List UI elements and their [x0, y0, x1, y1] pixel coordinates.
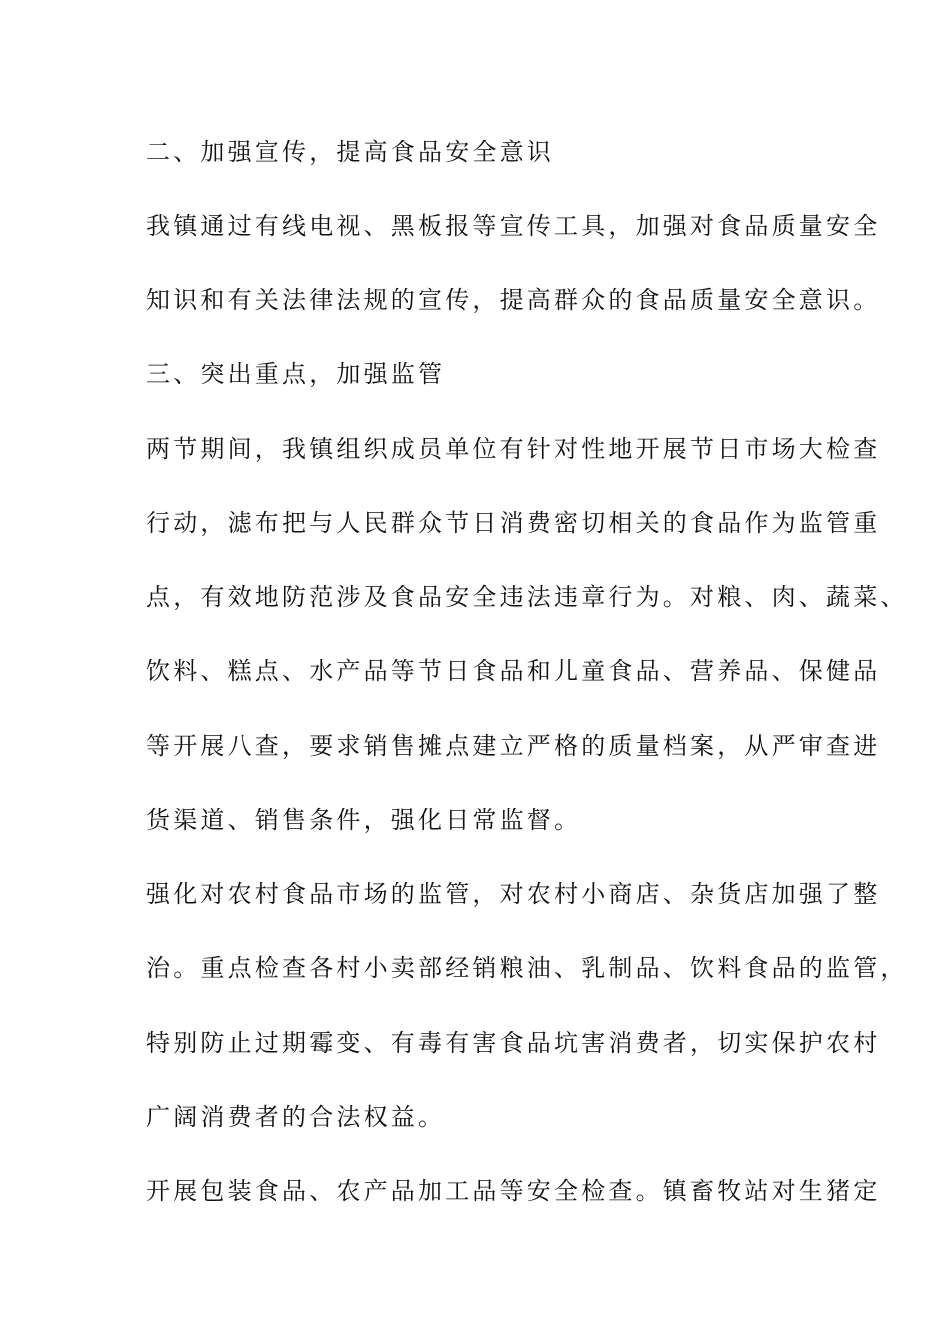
paragraph-line: 货渠道、销售条件，强化日常监督。	[146, 806, 582, 834]
paragraph-line: 我镇通过有线电视、黑板报等宣传工具，加强对食品质量安全	[146, 212, 881, 240]
paragraph-line: 治。重点检查各村小卖部经销粮油、乳制品、饮料食品的监管，	[146, 954, 908, 982]
paragraph-line: 知识和有关法律法规的宣传，提高群众的食品质量安全意识。	[146, 286, 881, 314]
paragraph-line: 广阔消费者的合法权益。	[146, 1103, 446, 1131]
paragraph-line: 强化对农村食品市场的监管，对农村小商店、杂货店加强了整	[146, 880, 881, 908]
paragraph-line: 开展包装食品、农产品加工品等安全检查。镇畜牧站对生猪定	[146, 1177, 881, 1205]
paragraph-line: 两节期间，我镇组织成员单位有针对性地开展节日市场大检查	[146, 435, 881, 463]
paragraph-line: 点，有效地防范涉及食品安全违法违章行为。对粮、肉、蔬菜、	[146, 583, 908, 611]
paragraph-line: 行动，滤布把与人民群众节日消费密切相关的食品作为监管重	[146, 509, 881, 537]
paragraph-line: 饮料、糕点、水产品等节日食品和儿童食品、营养品、保健品	[146, 657, 881, 685]
paragraph-line: 等开展八查，要求销售摊点建立严格的质量档案，从严审查进	[146, 732, 881, 760]
paragraph-line: 特别防止过期霉变、有毒有害食品坑害消费者，切实保护农村	[146, 1029, 881, 1057]
heading-publicity: 二、加强宣传，提高食品安全意识	[146, 138, 554, 166]
heading-supervision: 三、突出重点，加强监管	[146, 360, 446, 388]
